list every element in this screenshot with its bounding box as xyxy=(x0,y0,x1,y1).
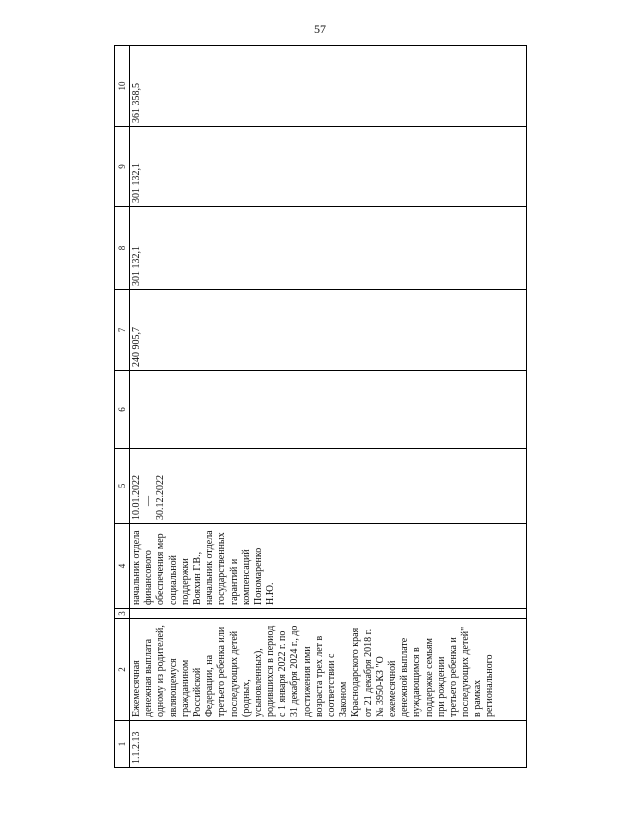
measure-description: Ежемесячная денежная выплата одному из родителей, являющемуся гражданином Российской Федерации, на третьего ребенка или последующих детей (родных, усыновленных), родившихся в период с 1 января 2022 г. по 31 декабря 2024 г., до достижения ими возраста трех лет в соответствии с Законом Краснодарского края от 21 декабря 2018 г. № 3950-КЗ "О ежемесячной денежной выплате нуждающимся в поддержке семьям при рождении третьего ребенка и последующих детей" в рамках регионального xyxy=(130,619,527,721)
column-number: 5 xyxy=(115,449,130,524)
empty-cell-3 xyxy=(130,609,527,619)
empty-cell-6 xyxy=(130,371,527,449)
column-number: 9 xyxy=(115,127,130,207)
amount-col-7: 240 905,7 xyxy=(130,290,527,371)
column-number: 1 xyxy=(115,721,130,768)
amount-col-8: 301 132,1 xyxy=(130,207,527,290)
period-start: 10.01.2022 xyxy=(131,475,142,520)
column-number: 7 xyxy=(115,290,130,371)
period-end: 30.12.2022 xyxy=(155,475,167,520)
column-number-row xyxy=(115,46,130,768)
column-number: 4 xyxy=(115,524,130,609)
rotated-table xyxy=(114,46,524,768)
column-number: 3 xyxy=(115,609,130,619)
column-number: 10 xyxy=(115,46,130,127)
responsible-persons: начальник отдела финансового обеспечения мер социальной поддержки Вояхин Г.В., начальник отдела государственных гарантий и компенсаций Пономаренко Н.Ю. xyxy=(130,524,527,609)
amount-col-9: 301 132,1 xyxy=(130,127,527,207)
column-number: 6 xyxy=(115,371,130,449)
row-code: 1.1.2.13 xyxy=(130,721,527,768)
program-table xyxy=(114,45,527,768)
page-number: 57 xyxy=(314,22,326,36)
period-dash: — xyxy=(143,496,155,506)
table-row xyxy=(130,46,527,768)
column-number: 2 xyxy=(115,619,130,721)
column-number: 8 xyxy=(115,207,130,290)
amount-col-10: 361 358,5 xyxy=(130,46,527,127)
execution-period xyxy=(130,449,527,524)
